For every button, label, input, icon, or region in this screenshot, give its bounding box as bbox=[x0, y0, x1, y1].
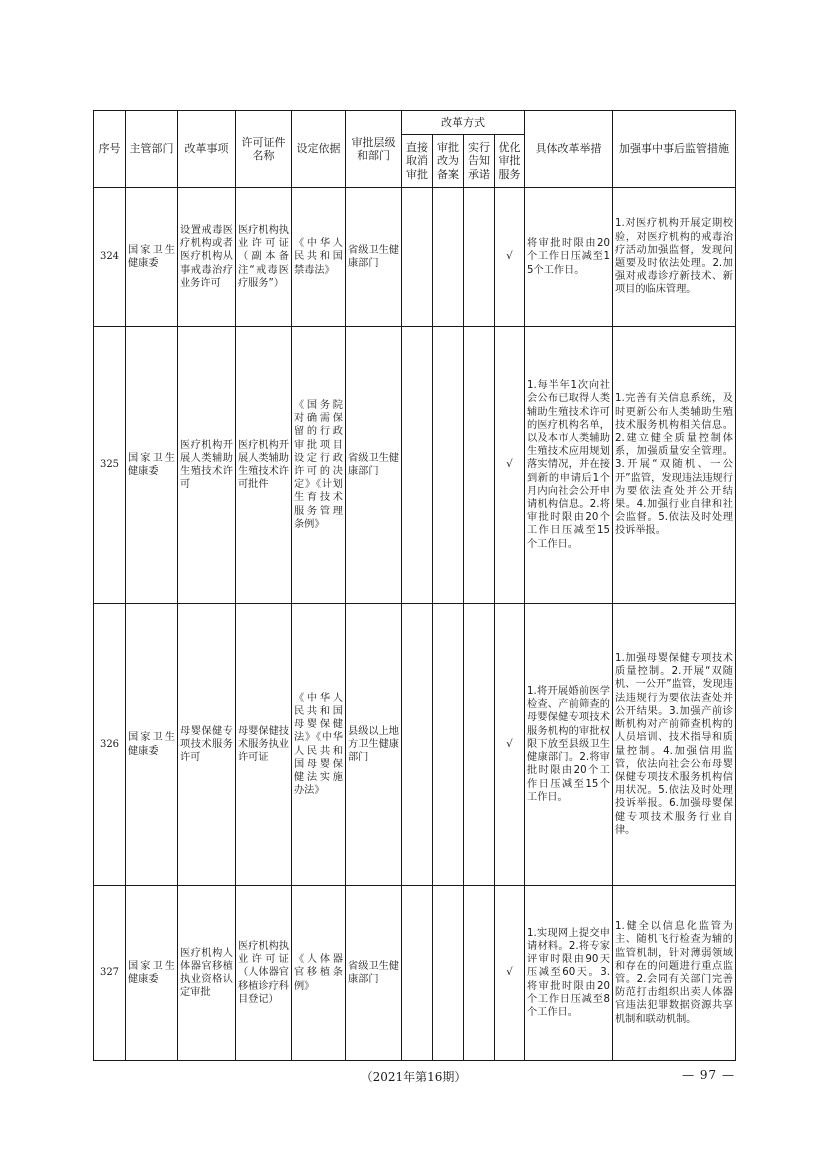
row-method-optimize: √ bbox=[495, 604, 525, 886]
row-license-name: 医疗机构执业许可证（副本备注“戒毒医疗服务”） bbox=[236, 188, 292, 327]
table-row bbox=[94, 886, 736, 1061]
row-license-name: 医疗机构开展人类辅助生殖技术许可批件 bbox=[236, 327, 292, 604]
reform-table bbox=[93, 110, 736, 1061]
row-method-filing bbox=[433, 327, 464, 604]
header-basis: 设定依据 bbox=[292, 111, 346, 188]
row-supervision: 1.加强母婴保健专项技术质量控制。2.开展“双随机、一公开”监管，发现违法违规行为要依法查处并公开结果。3.加强产前诊断机构对产前筛查机构的人员培训、技术指导和质量控制。4.加强信用监管，依法向社会公布母婴保健专项技术服务机构信用状况。5.依法及时处理投诉举报。6.加强母婴保健专项技术服务行业自律。 bbox=[613, 604, 736, 886]
row-method-cancel bbox=[402, 886, 433, 1061]
row-seq: 324 bbox=[94, 188, 126, 327]
row-basis: 《国务院对确需保留的行政审批项目设定行政许可的决定》《计划生育技术服务管理条例》 bbox=[292, 327, 346, 604]
header-supervision: 加强事中事后监管措施 bbox=[613, 111, 736, 188]
page-number: — 97 — bbox=[682, 1068, 735, 1082]
row-measures: 1.实现网上提交申请材料。2.将专家评审时限由90天压减至60天。3.将审批时限由20个工作日压减至8个工作日。 bbox=[525, 886, 613, 1061]
table-row bbox=[94, 604, 736, 886]
row-supervision: 1.对医疗机构开展定期校验，对医疗机构的戒毒治疗活动加强监督，发现问题要及时依法处理。2.加强对戒毒诊疗新技术、新项目的临床管理。 bbox=[613, 188, 736, 327]
row-seq: 326 bbox=[94, 604, 126, 886]
row-item: 医疗机构开展人类辅助生殖技术许可 bbox=[178, 327, 236, 604]
row-basis: 《人体器官移植条例》 bbox=[292, 886, 346, 1061]
row-seq: 325 bbox=[94, 327, 126, 604]
row-method-filing bbox=[433, 886, 464, 1061]
row-dept: 国家卫生健康委 bbox=[126, 886, 178, 1061]
row-level: 省级卫生健康部门 bbox=[346, 886, 402, 1061]
row-level: 省级卫生健康部门 bbox=[346, 188, 402, 327]
row-measures: 1.将开展婚前医学检查、产前筛查的母婴保健专项技术服务机构的审批权限下放至县级卫生健康部门。2.将审批时限由20个工作日压减至15个工作日。 bbox=[525, 604, 613, 886]
row-dept: 国家卫生健康委 bbox=[126, 604, 178, 886]
header-license-name: 许可证件名称 bbox=[236, 111, 292, 188]
header-method-commitment: 实行告知承诺 bbox=[464, 135, 495, 188]
header-measures: 具体改革举措 bbox=[525, 111, 613, 188]
row-method-cancel bbox=[402, 327, 433, 604]
header-method: 改革方式 bbox=[402, 111, 525, 135]
row-method-optimize: √ bbox=[495, 886, 525, 1061]
row-method-optimize: √ bbox=[495, 188, 525, 327]
row-measures: 将审批时限由20个工作日压减至15个工作日。 bbox=[525, 188, 613, 327]
header-level: 审批层级和部门 bbox=[346, 111, 402, 188]
row-seq: 327 bbox=[94, 886, 126, 1061]
header-method-cancel: 直接取消审批 bbox=[402, 135, 433, 188]
row-method-cancel bbox=[402, 188, 433, 327]
row-method-commitment bbox=[464, 604, 495, 886]
header-seq: 序号 bbox=[94, 111, 126, 188]
row-item: 母婴保健专项技术服务许可 bbox=[178, 604, 236, 886]
row-basis: 《中华人民共和国母婴保健法》《中华人民共和国母婴保健法实施办法》 bbox=[292, 604, 346, 886]
row-license-name: 母婴保健技术服务执业许可证 bbox=[236, 604, 292, 886]
header-dept: 主管部门 bbox=[126, 111, 178, 188]
row-level: 县级以上地方卫生健康部门 bbox=[346, 604, 402, 886]
header-method-optimize: 优化审批服务 bbox=[495, 135, 525, 188]
row-level: 省级卫生健康部门 bbox=[346, 327, 402, 604]
row-item: 医疗机构人体器官移植执业资格认定审批 bbox=[178, 886, 236, 1061]
row-method-commitment bbox=[464, 886, 495, 1061]
header-method-filing: 审批改为备案 bbox=[433, 135, 464, 188]
issue-label: （2021年第16期） bbox=[360, 1070, 467, 1084]
row-supervision: 1.完善有关信息系统，及时更新公布人类辅助生殖技术服务机构相关信息。2.建立健全质量控制体系，加强质量安全管理。3.开展“双随机、一公开”监管，发现违法违规行为要依法查处并公开结果。4.加强行业自律和社会监督。5.依法及时处理投诉举报。 bbox=[613, 327, 736, 604]
row-dept: 国家卫生健康委 bbox=[126, 327, 178, 604]
row-supervision: 1.健全以信息化监管为主、随机飞行检查为辅的监管机制，针对薄弱领域和存在的问题进行重点监管。2.会同有关部门完善防范打击组织出卖人体器官违法犯罪数据资源共享机制和联动机制。 bbox=[613, 886, 736, 1061]
row-dept: 国家卫生健康委 bbox=[126, 188, 178, 327]
table-row bbox=[94, 188, 736, 327]
header-item: 改革事项 bbox=[178, 111, 236, 188]
row-measures: 1.每半年1次向社会公布已取得人类辅助生殖技术许可的医疗机构名单，以及本市人类辅助生殖技术应用规划落实情况，并在接到新的申请后1个月内向社会公开申请机构信息。2.将审批时限由20个工作日压减至15个工作日。 bbox=[525, 327, 613, 604]
table-row bbox=[94, 327, 736, 604]
row-method-cancel bbox=[402, 604, 433, 886]
row-basis: 《中华人民共和国禁毒法》 bbox=[292, 188, 346, 327]
row-method-filing bbox=[433, 188, 464, 327]
row-method-filing bbox=[433, 604, 464, 886]
row-item: 设置戒毒医疗机构或者医疗机构从事戒毒治疗业务许可 bbox=[178, 188, 236, 327]
row-license-name: 医疗机构执业许可证（人体器官移植诊疗科目登记） bbox=[236, 886, 292, 1061]
row-method-commitment bbox=[464, 327, 495, 604]
row-method-optimize: √ bbox=[495, 327, 525, 604]
row-method-commitment bbox=[464, 188, 495, 327]
